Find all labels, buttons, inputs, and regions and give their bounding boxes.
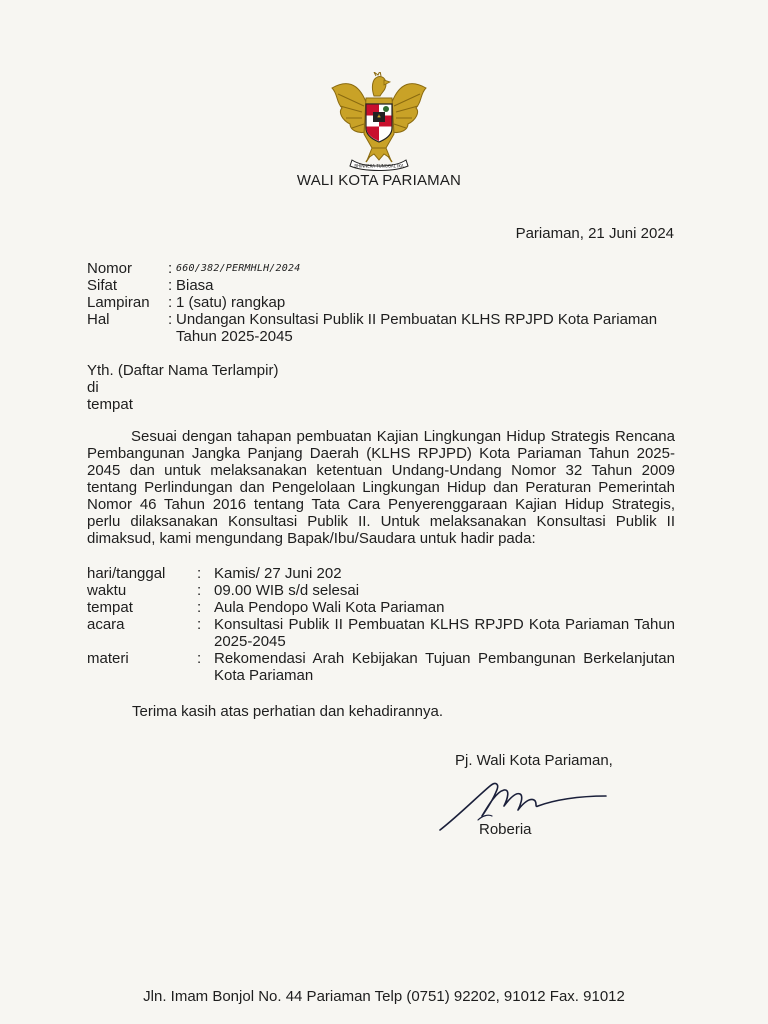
- meta-colon: :: [168, 277, 173, 294]
- detail-row-time: [87, 582, 675, 599]
- detail-value: Kamis/ 27 Juni 202: [214, 565, 342, 582]
- meta-label: Nomor: [87, 260, 133, 277]
- detail-value: Aula Pendopo Wali Kota Pariaman: [214, 599, 445, 616]
- detail-colon: :: [197, 565, 202, 582]
- letter-date: Pariaman, 21 Juni 2024: [515, 225, 674, 242]
- meta-value-sifat: Biasa: [176, 277, 214, 294]
- detail-row-event: [87, 616, 675, 650]
- letter-meta: [87, 260, 686, 345]
- detail-colon: :: [197, 582, 202, 599]
- detail-value: Rekomendasi Arah Kebijakan Tujuan Pembangunan Berkelanjutan Kota Pariaman: [214, 650, 675, 684]
- signatory-title: Pj. Wali Kota Pariaman,: [455, 752, 613, 769]
- meta-colon: :: [168, 311, 173, 328]
- detail-value: 09.00 WIB s/d selesai: [214, 582, 360, 599]
- meta-row-sifat: [87, 277, 686, 294]
- detail-colon: :: [197, 599, 202, 616]
- body-paragraph: Sesuai dengan tahapan pembuatan Kajian Lingkungan Hidup Strategis Rencana Pembangunan Jangka Panjang Daerah (KLHS RPJPD) Kota Pariaman Tahun 2025-2045 dan untuk melaksanakan ketentuan Undang-Undang Nomor 32 Tahun 2009 tentang Perlindungan dan Pengelolaan Lingkungan Hidup dan Peraturan Pemerintah Nomor 46 Tahun 2016 tentang Tata Cara Penyerenggaraan Kajian Hidup Strategis, perlu dilaksanakan Konsultasi Publik II. Untuk melaksanakan Konsultasi Publik II dimaksud, kami mengundang Bapak/Ibu/Saudara untuk hadir pada:: [87, 428, 675, 547]
- detail-value: Konsultasi Publik II Pembuatan KLHS RPJPD Kota Pariaman Tahun 2025-2045: [214, 616, 675, 650]
- detail-row-place: [87, 599, 675, 616]
- meta-value-lampiran: 1 (satu) rangkap: [176, 294, 286, 311]
- event-details: [87, 565, 675, 684]
- detail-row-date: [87, 565, 675, 582]
- meta-value-nomor: 660/382/PERMHLH/2024: [176, 263, 301, 274]
- detail-colon: :: [197, 616, 202, 633]
- meta-row-hal: [87, 311, 686, 345]
- closing-line: Terima kasih atas perhatian dan kehadirannya.: [132, 703, 444, 720]
- meta-label: Hal: [87, 311, 110, 328]
- meta-colon: :: [168, 294, 173, 311]
- detail-label: acara: [87, 616, 125, 633]
- detail-label: waktu: [87, 582, 127, 599]
- letterhead-title: WALI KOTA PARIAMAN: [296, 172, 462, 189]
- addressee-block: [87, 362, 278, 413]
- addressee-line: Yth. (Daftar Nama Terlampir): [87, 362, 279, 379]
- footer-address: Jln. Imam Bonjol No. 44 Pariaman Telp (0751) 92202, 91012 Fax. 91012: [143, 988, 625, 1005]
- detail-label: hari/tanggal: [87, 565, 166, 582]
- addressee-line: tempat: [87, 396, 133, 413]
- garuda-emblem-icon: [328, 72, 430, 172]
- meta-value-hal: Undangan Konsultasi Publik II Pembuatan KLHS RPJPD Kota Pariaman Tahun 2025-2045: [176, 311, 658, 345]
- meta-row-lampiran: [87, 294, 686, 311]
- meta-colon: :: [168, 260, 173, 277]
- detail-label: materi: [87, 650, 129, 667]
- detail-row-material: [87, 650, 675, 684]
- signatory-name: Roberia: [479, 821, 532, 838]
- detail-colon: :: [197, 650, 202, 667]
- emblem-motto: BHINNEKA TUNGGAL IKA: [354, 163, 404, 169]
- addressee-line: di: [87, 379, 99, 396]
- meta-row-nomor: [87, 260, 686, 277]
- meta-label: Lampiran: [87, 294, 150, 311]
- meta-label: Sifat: [87, 277, 118, 294]
- detail-label: tempat: [87, 599, 133, 616]
